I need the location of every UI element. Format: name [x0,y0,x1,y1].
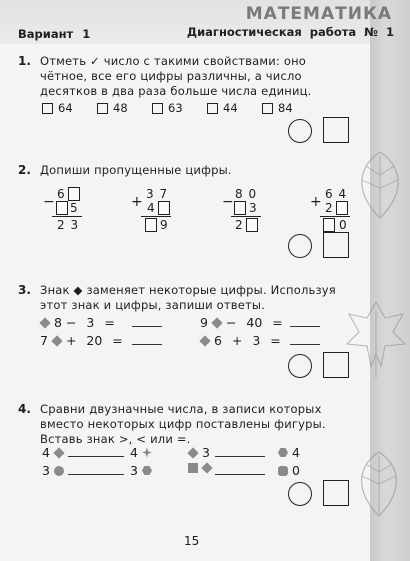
hexagon-icon [142,466,152,476]
digit: 5 [70,201,78,215]
square-icon [278,466,288,476]
score-square [323,232,349,258]
work-title: Диагностическая работа № 1 [186,25,394,39]
compare-right [278,463,300,478]
task-number: 3. [18,283,31,297]
checkbox-icon[interactable] [152,103,163,114]
diamond-icon [199,335,210,346]
answer-line[interactable] [68,456,124,457]
task-number: 1. [18,54,31,68]
expr-text: − 40 = [225,315,283,330]
star-icon [142,448,152,458]
answer-line[interactable] [215,456,265,457]
digit: 8 0 [235,187,257,201]
plus-sign: + [131,194,143,210]
expr-text: 6 + 3 = [214,333,281,348]
digit-box[interactable] [158,201,170,215]
digit-box[interactable] [336,201,348,215]
digit: 9 [160,218,168,232]
option-label: 44 [223,101,238,115]
digit-box[interactable] [323,218,335,232]
option-checkbox-48[interactable] [97,101,128,115]
subject-title: МАТЕМАТИКА [245,4,392,24]
task-text-line: Знак ◆ заменяет некоторые цифры. Используя [40,283,336,297]
score-circle [288,482,312,506]
task-text-line: десятков в два раза больше числа единиц. [40,84,312,98]
task-text-line: вместо некоторых цифр поставлены фигуры. [40,417,326,431]
expression [40,315,115,330]
expression [40,333,123,348]
page-number: 15 [184,534,200,548]
task-text-line: чётное, все его цифры различны, а число [40,69,302,83]
score-circle [288,234,312,258]
minus-sign: − [43,194,55,210]
score-circle [288,354,312,378]
answer-line[interactable] [215,474,265,475]
checkbox-icon[interactable] [97,103,108,114]
option-label: 84 [278,101,293,115]
compare-right [130,445,152,460]
digit: 0 [339,218,347,232]
expr-digit: 3 [130,463,138,478]
expr-digit: 8 [54,315,62,330]
expr-digit: 0 [292,463,300,478]
variant-label: Вариант 1 [18,27,91,41]
answer-line[interactable] [68,474,124,475]
expr-digit: 3 [202,445,210,460]
checkbox-icon[interactable] [207,103,218,114]
diamond-icon [201,462,212,473]
option-checkbox-64[interactable] [42,101,73,115]
diamond-icon [211,317,222,328]
task-text-line: этот знак и цифры, запиши ответы. [40,298,266,312]
expr-text: + 20 = [65,333,123,348]
option-checkbox-63[interactable] [152,101,183,115]
minus-sign: − [222,194,234,210]
compare-right [130,463,152,478]
digit: 2 [325,201,333,215]
sum-line [320,216,350,217]
diamond-icon [53,447,64,458]
digit-box[interactable] [234,201,246,215]
task-number: 4. [18,402,31,416]
leaf-icon [350,150,410,220]
answer-line[interactable] [132,326,162,327]
task-text-line: Сравни двузначные числа, в записи которых [40,402,322,416]
diamond-icon [51,335,62,346]
sum-line [52,216,82,217]
option-checkbox-44[interactable] [207,101,238,115]
digit-box[interactable] [145,218,157,232]
expr-digit: 4 [42,445,50,460]
digit: 2 3 [57,218,79,232]
answer-line[interactable] [290,344,320,345]
score-square [323,352,349,378]
task-number: 2. [18,163,31,177]
option-checkbox-84[interactable] [262,101,293,115]
expr-digit: 4 [130,445,138,460]
hexagon-icon [278,448,288,458]
compare-left [42,445,64,460]
sum-line [231,216,261,217]
digit: 3 7 [146,187,168,201]
task-text-line: Допиши пропущенные цифры. [40,163,232,177]
digit-box[interactable] [246,218,258,232]
digit: 2 [235,218,243,232]
option-label: 64 [58,101,73,115]
digit: 4 [147,201,155,215]
score-circle [288,119,312,143]
diamond-icon [39,317,50,328]
digit-box[interactable] [68,187,80,201]
checkbox-icon[interactable] [42,103,53,114]
compare-left [42,463,64,478]
compare-left [188,445,210,460]
score-square [323,480,349,506]
digit: 6 4 [325,187,347,201]
task-text-line: Отметь ✓ число с такими свойствами: оно [40,54,307,68]
expression [200,315,283,330]
digit: 6 [57,187,65,201]
leaf-icon [350,450,408,520]
expr-digit: 3 [42,463,50,478]
circle-icon [54,466,64,476]
option-label: 63 [168,101,183,115]
plus-sign: + [310,194,322,210]
expr-digit: 4 [292,445,300,460]
expression [200,333,281,348]
score-square [323,117,349,143]
compare-right [278,445,300,460]
leaf-icon [345,300,407,380]
digit: 3 [249,201,257,215]
option-label: 48 [113,101,128,115]
sum-line [141,216,171,217]
expr-digit: 9 [200,315,208,330]
expr-text: − 3 = [65,315,115,330]
digit-box[interactable] [56,201,68,215]
checkbox-icon[interactable] [262,103,273,114]
task-text-line: Вставь знак >, < или =. [40,432,191,446]
expr-digit: 7 [40,333,48,348]
answer-line[interactable] [132,344,162,345]
answer-line[interactable] [290,326,320,327]
diamond-icon [187,447,198,458]
square-icon [188,463,198,473]
compare-left [188,463,212,473]
